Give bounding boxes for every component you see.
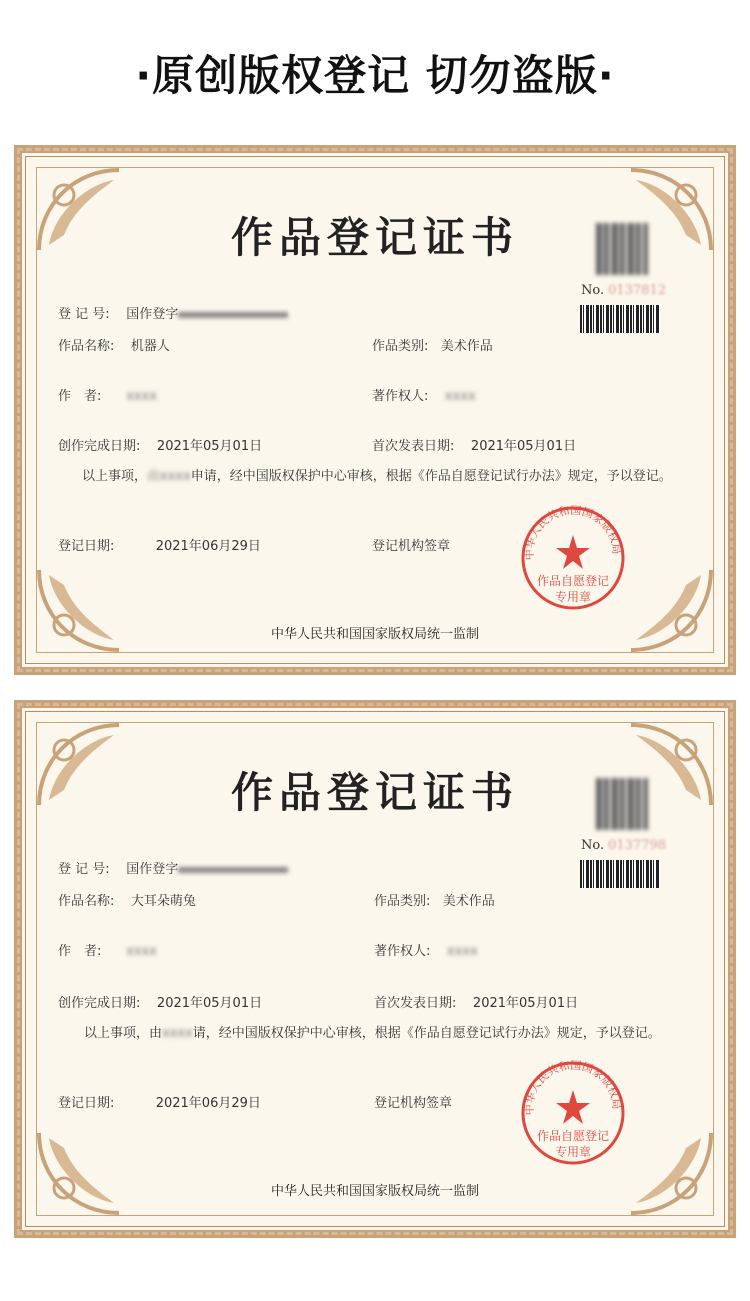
qr-code-icon [596,778,648,830]
work-name-row: 作品名称: 大耳朵萌兔 [58,894,196,909]
svg-text:作品自愿登记: 作品自愿登记 [536,574,610,588]
agency-label: 登记机构签章 [374,1096,453,1111]
page-banner [0,40,750,112]
barcode-icon [580,305,660,333]
publish-date-row: 首次发表日期: 2021年05月01日 [372,439,577,454]
completion-date-row: 创作完成日期: 2021年05月01日 [58,439,263,454]
reg-no-row: 登 记 号: 国作登字 [58,858,288,877]
qr-code-icon [596,223,648,275]
agency-label: 登记机构签章 [372,539,451,554]
svg-text:专用章: 专用章 [554,1145,592,1159]
official-seal-icon [518,503,628,613]
completion-date-row: 创作完成日期: 2021年05月01日 [58,996,263,1011]
certificate-title: 作品登记证书 [230,213,519,262]
work-name-value: 机器人 [130,339,170,354]
certificate-1 [14,145,736,675]
svg-text:专用章: 专用章 [554,590,592,604]
corner-ornament-icon [34,1128,124,1218]
owner-row: 著作权人: xxxx [374,944,478,959]
category-row: 作品类别: 美术作品 [374,894,495,909]
owner-row: 著作权人: xxxx [372,389,476,404]
category-row: 作品类别: 美术作品 [372,339,493,354]
barcode-icon [580,860,660,888]
work-name-value: 大耳朵萌兔 [130,894,196,909]
author-row: 作 者: xxxx [58,389,157,404]
certificate-title: 作品登记证书 [230,768,519,817]
author-row: 作 者: xxxx [58,944,157,959]
reg-no-row: 登 记 号: 国作登字 [58,303,288,322]
svg-text:作品自愿登记: 作品自愿登记 [536,1129,610,1143]
reg-date-row: 登记日期: 2021年06月29日 [58,1096,261,1111]
serial-number: No. 0137812 [580,283,666,298]
banner-text: ·原创版权登记 切勿盗版· [135,51,615,100]
issuer-footer: 中华人民共和国国家版权局统一监制 [270,627,479,642]
reg-date-row: 登记日期: 2021年06月29日 [58,539,261,554]
official-seal-icon [518,1058,628,1168]
corner-ornament-icon [626,1128,716,1218]
issuer-footer: 中华人民共和国国家版权局统一监制 [270,1184,479,1199]
work-name-row: 作品名称: 机器人 [58,339,170,354]
certificate-2 [14,700,736,1238]
svg-text:中华人民共和国国家版权局: 中华人民共和国国家版权局 [522,1058,624,1116]
statement-row: 以上事项，由xxxx请，经中国版权保护中心审核，根据《作品自愿登记试行办法》规定，予以登记。 [84,1026,661,1041]
statement-row: 以上事项，由xxxx申请，经中国版权保护中心审核，根据《作品自愿登记试行办法》规定，予以登记。 [82,469,672,484]
publish-date-row: 首次发表日期: 2021年05月01日 [374,996,579,1011]
svg-text:中华人民共和国国家版权局: 中华人民共和国国家版权局 [522,503,624,561]
serial-number: No. 0137798 [580,838,666,853]
